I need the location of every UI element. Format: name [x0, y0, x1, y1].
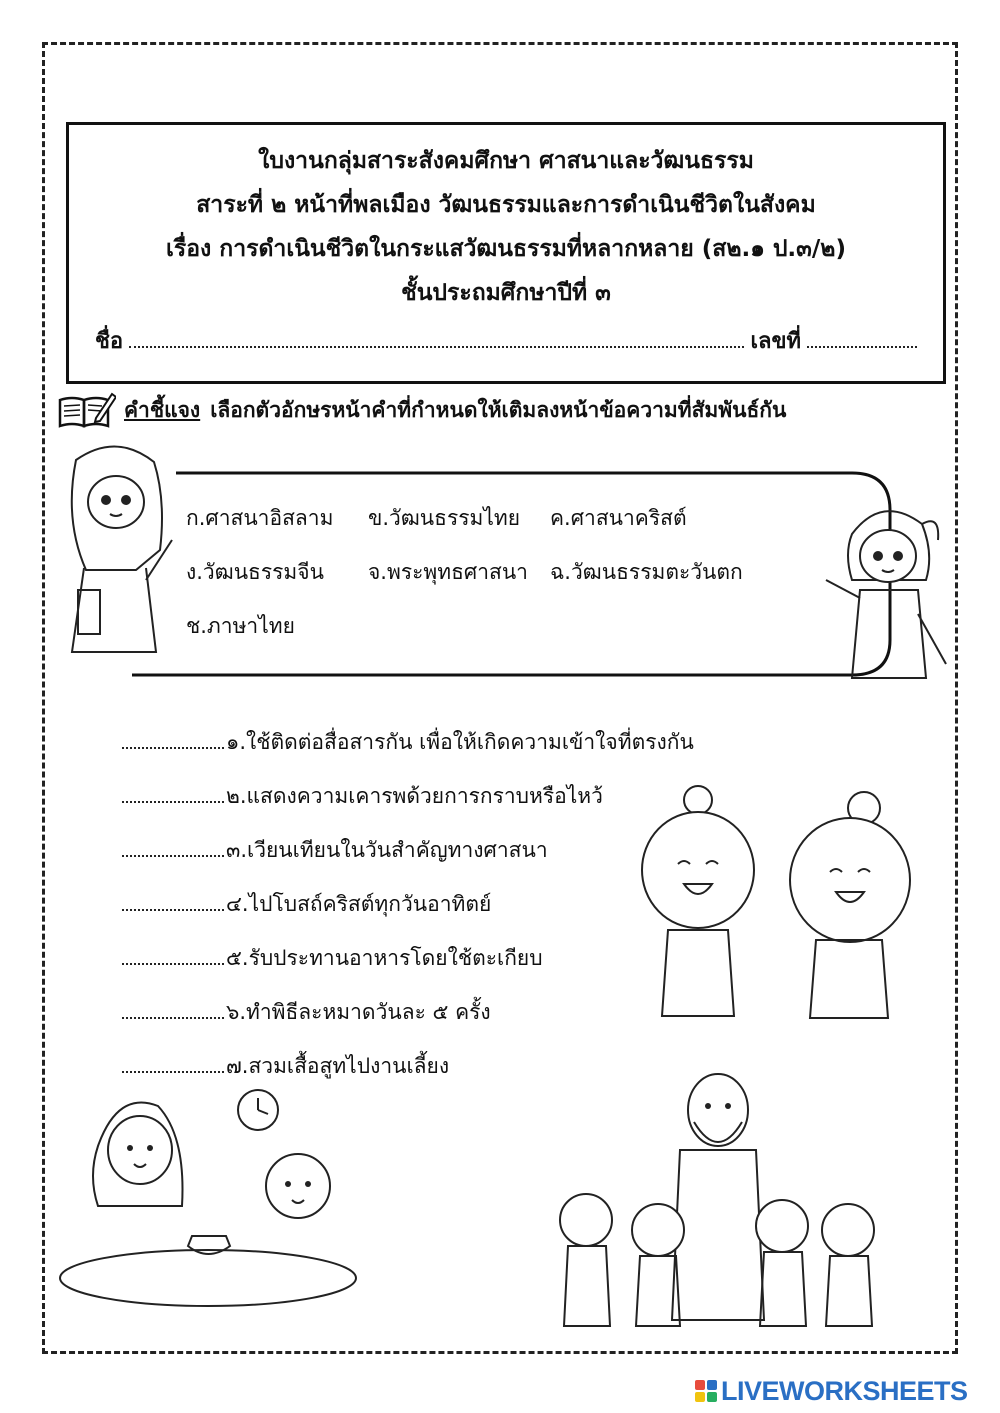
question-text: ๕.รับประทานอาหารโดยใช้ตะเกียบ [226, 946, 543, 970]
name-row [95, 323, 917, 358]
liveworksheets-watermark [695, 1374, 968, 1408]
answer-blank[interactable] [122, 1001, 224, 1019]
question-5 [122, 942, 543, 975]
question-text: ๔.ไปโบสถ์คริสต์ทุกวันอาทิตย์ [226, 892, 492, 916]
answer-blank[interactable] [122, 839, 224, 857]
options-box [132, 470, 902, 678]
number-field[interactable] [807, 328, 917, 348]
question-4 [122, 888, 491, 921]
worksheet-title: ใบงานกลุ่มสาระสังคมศึกษา ศาสนาและวัฒนธรรม [258, 148, 754, 174]
instruction [56, 390, 786, 430]
option-ngo: ง.วัฒนธรรมจีน [186, 560, 324, 584]
thai-children-wai-illustration [638, 780, 928, 1026]
header-box [66, 122, 946, 384]
question-1 [122, 726, 694, 759]
answer-blank[interactable] [122, 731, 224, 749]
answer-blank[interactable] [122, 785, 224, 803]
instruction-label: คำชี้แจง [124, 397, 201, 422]
jesus-children-illustration [548, 1070, 888, 1340]
name-label: ชื่อ [95, 329, 124, 354]
family-eating-illustration [58, 1086, 368, 1308]
option-cho: จ.พระพุทธศาสนา [368, 560, 528, 584]
answer-blank[interactable] [122, 947, 224, 965]
watermark-text: LIVEWORKSHEETS [721, 1375, 968, 1406]
question-6 [122, 996, 491, 1029]
muslim-girl-illustration [56, 440, 176, 662]
question-text: ๓.เวียนเทียนในวันสำคัญทางศาสนา [226, 838, 548, 862]
option-kho-khwai: ค.ศาสนาคริสต์ [550, 506, 687, 530]
book-pencil-icon [56, 390, 116, 430]
strand-title: สาระที่ ๒ หน้าที่พลเมือง วัฒนธรรมและการดำเนินชีวิตในสังคม [196, 192, 816, 218]
question-text: ๗.สวมเสื้อสูทไปงานเลี้ยง [226, 1054, 450, 1078]
question-3 [122, 834, 548, 867]
answer-blank[interactable] [122, 1055, 224, 1073]
option-ko: ก.ศาสนาอิสลาม [186, 506, 334, 530]
instruction-text: เลือกตัวอักษรหน้าคำที่กำหนดให้เติมลงหน้าข้อความที่สัมพันธ์กัน [210, 397, 787, 422]
question-text: ๖.ทำพิธีละหมาดวันละ ๕ ครั้ง [226, 1000, 491, 1024]
option-cho-chang: ช.ภาษาไทย [186, 614, 295, 638]
question-text: ๑.ใช้ติดต่อสื่อสารกัน เพื่อให้เกิดความเข้าใจที่ตรงกัน [226, 730, 694, 754]
number-label: เลขที่ [750, 329, 801, 354]
liveworksheets-logo-icon [695, 1380, 717, 1402]
name-field[interactable] [129, 328, 744, 348]
answer-blank[interactable] [122, 893, 224, 911]
question-2 [122, 780, 603, 813]
option-chho: ฉ.วัฒนธรรมตะวันตก [550, 560, 743, 584]
grade-level: ชั้นประถมศึกษาปีที่ ๓ [401, 280, 611, 306]
teacher-illustration [822, 494, 952, 680]
topic-title: เรื่อง การดำเนินชีวิตในกระแสวัฒนธรรมที่หลากหลาย (ส๒.๑ ป.๓/๒) [166, 236, 846, 262]
question-7 [122, 1050, 449, 1083]
option-kho: ข.วัฒนธรรมไทย [368, 506, 521, 530]
question-text: ๒.แสดงความเคารพด้วยการกราบหรือไหว้ [226, 784, 603, 808]
